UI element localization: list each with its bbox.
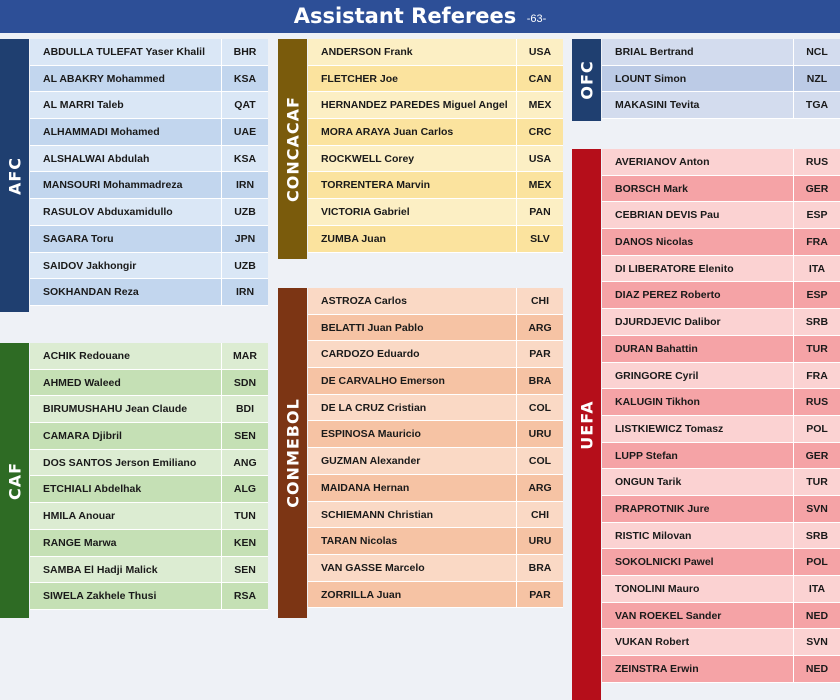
referee-row — [308, 226, 563, 253]
country-code: POL — [793, 549, 840, 575]
referee-row — [602, 202, 840, 229]
country-code: SDN — [221, 370, 268, 396]
referee-row — [30, 226, 268, 253]
country-code: SRB — [793, 309, 840, 335]
referee-name: GUZMAN Alexander — [321, 455, 421, 468]
referee-row — [308, 421, 563, 448]
referee-row — [308, 119, 563, 146]
referee-row — [602, 603, 840, 630]
page-title: Assistant Referees — [293, 4, 517, 28]
country-code: MAR — [221, 343, 268, 369]
referee-name: DOS SANTOS Jerson Emiliano — [43, 456, 197, 469]
referee-row — [30, 450, 268, 477]
referee-row — [602, 282, 840, 309]
referee-name: MAIDANA Hernan — [321, 481, 410, 494]
country-code: CAN — [516, 66, 563, 92]
referee-row — [308, 146, 563, 173]
referee-row — [308, 528, 563, 555]
referee-name: ZUMBA Juan — [321, 232, 386, 245]
referee-row — [30, 476, 268, 503]
referee-row — [308, 475, 563, 502]
referee-row — [308, 288, 563, 315]
confederation-caf — [0, 343, 268, 618]
referee-name: ABDULLA TULEFAT Yaser Khalil — [43, 46, 205, 58]
country-code: RUS — [793, 149, 840, 175]
referee-name: MAKASINI Tevita — [615, 99, 700, 112]
country-code: TUR — [793, 469, 840, 495]
confederation-afc — [0, 39, 268, 312]
referee-row — [602, 416, 840, 443]
country-code: USA — [516, 39, 563, 65]
ofc-band — [572, 39, 601, 121]
country-code: URU — [516, 421, 563, 447]
referee-name: ESPINOSA Mauricio — [321, 428, 421, 441]
country-code: QAT — [221, 92, 268, 118]
country-code: URU — [516, 528, 563, 554]
referee-name: DURAN Bahattin — [615, 342, 698, 355]
referee-name: SAGARA Toru — [43, 232, 114, 245]
country-code: CHI — [516, 502, 563, 528]
referee-name: SOKHANDAN Reza — [43, 286, 139, 299]
referee-row — [308, 39, 563, 66]
referee-row — [30, 503, 268, 530]
country-code: COL — [516, 448, 563, 474]
referee-name: SAMBA El Hadji Malick — [43, 563, 158, 576]
referee-name: SCHIEMANN Christian — [321, 508, 434, 521]
referee-row — [30, 343, 268, 370]
country-code: GER — [793, 176, 840, 202]
referee-name: VUKAN Robert — [615, 636, 690, 649]
confederation-ofc — [572, 39, 840, 121]
confederation-conmebol — [278, 288, 563, 618]
referee-row — [602, 629, 840, 656]
referee-name: ACHIK Redouane — [43, 350, 130, 362]
referee-row — [602, 149, 840, 176]
country-code: PAR — [516, 341, 563, 367]
referee-name: PRAPROTNIK Jure — [615, 502, 710, 515]
country-code: MEX — [516, 92, 563, 118]
caf-referee-list — [30, 343, 268, 610]
referee-name: VAN GASSE Marcelo — [321, 561, 425, 574]
referee-name: CEBRIAN DEVIS Pau — [615, 209, 720, 222]
referee-name: AL MARRI Taleb — [43, 99, 124, 112]
referee-name: KALUGIN Tikhon — [615, 396, 700, 409]
country-code: ITA — [793, 256, 840, 282]
referee-row — [308, 92, 563, 119]
referee-row — [602, 309, 840, 336]
referee-name: ONGUN Tarik — [615, 476, 682, 489]
country-code: NCL — [793, 39, 840, 65]
referee-name: AL ABAKRY Mohammed — [43, 72, 165, 85]
country-code: FRA — [793, 363, 840, 389]
country-code: BHR — [221, 39, 268, 65]
referee-row — [602, 656, 840, 683]
country-code: USA — [516, 146, 563, 172]
country-code: CHI — [516, 288, 563, 314]
referee-row — [30, 370, 268, 397]
referee-row — [30, 146, 268, 173]
country-code: NED — [793, 603, 840, 629]
referee-row — [602, 443, 840, 470]
country-code: CRC — [516, 119, 563, 145]
referee-name: CAMARA Djibril — [43, 430, 122, 443]
country-code: ANG — [221, 450, 268, 476]
country-code: POL — [793, 416, 840, 442]
referee-row — [30, 92, 268, 119]
country-code: ESP — [793, 282, 840, 308]
referee-row — [602, 92, 840, 119]
country-code: KSA — [221, 146, 268, 172]
referee-name: TONOLINI Mauro — [615, 583, 700, 595]
referee-name: MANSOURI Mohammadreza — [43, 179, 183, 192]
country-code: TUR — [793, 336, 840, 362]
confederation-uefa — [572, 149, 840, 700]
caf-label: CAF — [5, 461, 24, 500]
page-number: -63- — [526, 12, 547, 25]
referee-row — [30, 39, 268, 66]
referee-name: DANOS Nicolas — [615, 236, 694, 249]
referee-row — [30, 583, 268, 610]
concacaf-referee-list — [308, 39, 563, 253]
country-code: ESP — [793, 202, 840, 228]
caf-band — [0, 343, 29, 618]
referee-row — [30, 172, 268, 199]
referee-row — [602, 469, 840, 496]
referee-name: BIRUMUSHAHU Jean Claude — [43, 403, 188, 416]
afc-label: AFC — [5, 156, 24, 195]
referee-row — [308, 448, 563, 475]
confederation-concacaf — [278, 39, 563, 259]
country-code: SEN — [221, 557, 268, 583]
referee-name: ALHAMMADI Mohamed — [43, 126, 160, 139]
referee-name: ROCKWELL Corey — [321, 152, 415, 165]
referee-name: SOKOLNICKI Pawel — [615, 556, 714, 569]
country-code: BRA — [516, 555, 563, 581]
country-code: KSA — [221, 66, 268, 92]
country-code: UZB — [221, 253, 268, 279]
referee-row — [308, 502, 563, 529]
country-code: ARG — [516, 315, 563, 341]
referee-name: RASULOV Abduxamidullo — [43, 206, 173, 219]
country-code: IRN — [221, 172, 268, 198]
referee-name: FLETCHER Joe — [321, 72, 399, 85]
country-code: SVN — [793, 496, 840, 522]
referee-name: BELATTI Juan Pablo — [321, 321, 424, 334]
referee-name: SAIDOV Jakhongir — [43, 259, 137, 272]
referee-name: ZORRILLA Juan — [321, 588, 402, 601]
country-code: GER — [793, 443, 840, 469]
referee-row — [602, 66, 840, 93]
referee-row — [308, 555, 563, 582]
referee-name: ETCHIALI Abdelhak — [43, 483, 142, 496]
referee-row — [602, 523, 840, 550]
referee-row — [30, 557, 268, 584]
country-code: MEX — [516, 172, 563, 198]
country-code: SEN — [221, 423, 268, 449]
page-header — [0, 0, 840, 33]
referee-row — [308, 199, 563, 226]
referee-row — [602, 496, 840, 523]
country-code: ARG — [516, 475, 563, 501]
afc-referee-list — [30, 39, 268, 306]
country-code: NED — [793, 656, 840, 682]
country-code: FRA — [793, 229, 840, 255]
referee-row — [602, 39, 840, 66]
country-code: UAE — [221, 119, 268, 145]
uefa-label: UEFA — [577, 399, 596, 450]
ofc-referee-list — [602, 39, 840, 119]
country-code: SRB — [793, 523, 840, 549]
conmebol-referee-list — [308, 288, 563, 608]
referee-name: BORSCH Mark — [615, 182, 688, 195]
country-code: UZB — [221, 199, 268, 225]
referee-name: DE CARVALHO Emerson — [321, 375, 445, 388]
referee-name: DJURDJEVIC Dalibor — [615, 316, 721, 329]
referee-name: RISTIC Milovan — [615, 529, 692, 542]
country-code: SVN — [793, 629, 840, 655]
referee-name: DI LIBERATORE Elenito — [615, 262, 734, 275]
referee-name: AVERIANOV Anton — [615, 156, 710, 168]
country-code: ITA — [793, 576, 840, 602]
uefa-band — [572, 149, 601, 700]
country-code: SLV — [516, 226, 563, 252]
referee-row — [602, 389, 840, 416]
referee-name: VAN ROEKEL Sander — [615, 609, 722, 622]
conmebol-band — [278, 288, 307, 618]
referee-row — [308, 368, 563, 395]
referee-row — [30, 279, 268, 306]
referee-row — [30, 530, 268, 557]
referee-name: HERNANDEZ PAREDES Miguel Angel — [321, 99, 508, 112]
country-code: KEN — [221, 530, 268, 556]
referee-row — [308, 395, 563, 422]
concacaf-label: CONCACAF — [283, 96, 302, 202]
country-code: ALG — [221, 476, 268, 502]
concacaf-band — [278, 39, 307, 259]
referee-row — [308, 172, 563, 199]
country-code: IRN — [221, 279, 268, 305]
referee-row — [602, 363, 840, 390]
referee-name: TORRENTERA Marvin — [321, 179, 431, 192]
referee-row — [30, 253, 268, 280]
ofc-label: OFC — [577, 60, 596, 100]
country-code: BRA — [516, 368, 563, 394]
referee-row — [602, 336, 840, 363]
referee-name: ANDERSON Frank — [321, 46, 413, 58]
country-code: TGA — [793, 92, 840, 118]
referee-name: GRINGORE Cyril — [615, 369, 699, 382]
afc-band — [0, 39, 29, 312]
referee-row — [30, 423, 268, 450]
referee-row — [602, 176, 840, 203]
referee-name: HMILA Anouar — [43, 510, 116, 523]
referee-name: AHMED Waleed — [43, 376, 121, 389]
referee-name: VICTORIA Gabriel — [321, 206, 410, 219]
referee-name: ZEINSTRA Erwin — [615, 663, 699, 676]
referee-row — [602, 229, 840, 256]
referee-name: TARAN Nicolas — [321, 535, 398, 548]
referee-name: CARDOZO Eduardo — [321, 348, 420, 361]
country-code: COL — [516, 395, 563, 421]
referee-name: MORA ARAYA Juan Carlos — [321, 126, 454, 139]
country-code: PAN — [516, 199, 563, 225]
referee-name: LUPP Stefan — [615, 449, 678, 462]
referee-row — [30, 66, 268, 93]
referee-row — [602, 576, 840, 603]
referee-row — [30, 396, 268, 423]
referee-name: DIAZ PEREZ Roberto — [615, 289, 721, 302]
referee-name: LOUNT Simon — [615, 72, 687, 85]
country-code: RSA — [221, 583, 268, 609]
country-code: BDI — [221, 396, 268, 422]
referee-row — [308, 341, 563, 368]
referee-row — [602, 256, 840, 283]
referee-name: SIWELA Zakhele Thusi — [43, 590, 157, 603]
country-code: JPN — [221, 226, 268, 252]
referee-name: BRIAL Bertrand — [615, 46, 694, 58]
country-code: NZL — [793, 66, 840, 92]
referee-name: RANGE Marwa — [43, 536, 117, 549]
country-code: TUN — [221, 503, 268, 529]
country-code: PAR — [516, 582, 563, 608]
referee-name: DE LA CRUZ Cristian — [321, 401, 427, 414]
referee-row — [30, 119, 268, 146]
referee-row — [308, 315, 563, 342]
referee-row — [602, 549, 840, 576]
conmebol-label: CONMEBOL — [283, 398, 302, 508]
country-code: RUS — [793, 389, 840, 415]
referee-name: ASTROZA Carlos — [321, 295, 407, 307]
referee-name: ALSHALWAI Abdulah — [43, 152, 150, 165]
referee-name: LISTKIEWICZ Tomasz — [615, 422, 724, 435]
referee-row — [308, 66, 563, 93]
referee-row — [308, 582, 563, 609]
uefa-referee-list — [602, 149, 840, 683]
referee-row — [30, 199, 268, 226]
